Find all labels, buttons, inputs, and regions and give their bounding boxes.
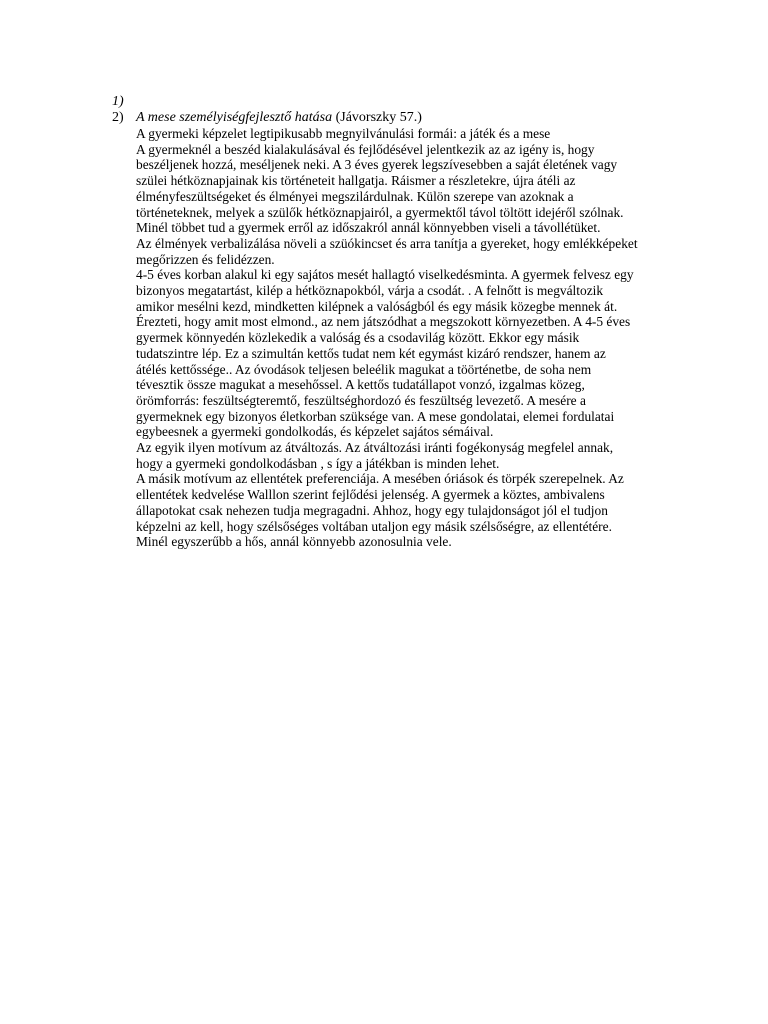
text-line: ellentétek kedvelése Walllon szerint fejlődési jelenség. A gyermek a köztes, ambivalens [136, 487, 605, 503]
list-number-2: 2) [112, 110, 124, 125]
heading-title: A mese személyiségfejlesztő hatása [136, 110, 333, 125]
text-line: Minél egyszerűbb a hős, annál könnyebb azonosulnia vele. [136, 534, 452, 550]
text-line: beszéljenek hozzá, meséljenek neki. A 3 éves gyerek legszívesebben a saját életének vagy [136, 157, 618, 173]
text-line: örömforrás: feszültségteremtő, feszültséghordozó és feszültség levezető. A mesére a [136, 392, 586, 408]
text-line: A gyermeki képzelet legtipikusabb megnyilvánulási formái: a játék és a mese [136, 126, 551, 141]
text-line: gyermek könnyedén közlekedik a valóság és a csodavilág között. Ekkor egy másik [136, 330, 580, 346]
text-line: megőrizzen és felidézzen. [136, 251, 275, 267]
text-line: élményfeszültségeket és élményei megszilárdulnak. Külön szerepe van azoknak a [136, 188, 574, 204]
text-line: hogy a gyermeki gondolkodásban , s így a játékban is minden lehet. [136, 455, 500, 471]
text-line: Érezteti, hogy amit most elmond., az nem játszódhat a megszokott környezetben. A 4-5 éves [136, 314, 631, 330]
text-line: bizonyos megatartást, kilép a hétköznapokból, várja a csodát. . A felnőtt is megváltozik [136, 283, 604, 299]
text-line: gyermeknek egy bizonyos életkorban szüksége van. A mese gondolatai, elemei fordulatai [136, 408, 615, 424]
text-line: A gyermeknél a beszéd kialakulásával és fejlődésével jelentkezik az az igény is, hogy [136, 141, 595, 157]
text-line: Az élmények verbalizálása növeli a szüókincset és arra tanítja a gyereket, hogy emlékképeket [136, 235, 638, 251]
list-number-1: 1) [112, 94, 124, 109]
text-line: szülei hétköznapjainak kis történeteit hallgatja. Ráismer a részletekre, újra átéli az [136, 173, 576, 189]
text-line: képzelni az kell, hogy szélsőséges voltában utaljon egy másik szélsőségre, az ellentétére. [136, 518, 612, 534]
body-text [136, 126, 656, 550]
text-line: tévesztik össze magukat a mesehőssel. A kettős tudatállapot vonzó, izgalmas közeg, [136, 377, 585, 393]
text-line: átélés kettőssége.. Az óvodások teljesen beleélik magukat a töörténetbe, de soha nem [136, 361, 592, 377]
text-line: amikor mesélni kezd, mindketten kilépnek a valóságból és egy másik közegbe mennek át. [136, 298, 618, 314]
heading-source: (Jávorszky 57.) [332, 110, 422, 125]
text-line: állapotokat csak nehezen tudja megragadni. Ahhoz, hogy egy tulajdonságot jól el tudjon [136, 502, 608, 518]
section-heading [136, 110, 422, 125]
text-line: 4-5 éves korban alakul ki egy sajátos mesét hallagtó viselkedésminta. A gyermek felvesz egy [136, 267, 634, 283]
text-line: Minél többet tud a gyermek erről az időszakról annál könnyebben viseli a távollétüket. [136, 220, 601, 236]
text-line: Az egyik ilyen motívum az átváltozás. Az átváltozási iránti fogékonyság megfelel annak, [136, 440, 614, 456]
text-line: egybeesnek a gyermeki gondolkodás, és képzelet sajátos sémáival. [136, 424, 494, 440]
text-line: történeteknek, melyek a szülők hétköznapjairól, a gyermektől távol töltött idejéről szólnak. [136, 204, 624, 220]
text-line: tudatszintre lép. Ez a szimultán kettős tudat nem két egymást kizáró rendszer, hanem az [136, 345, 606, 361]
text-line: A másik motívum az ellentétek preferenciája. A mesében óriások és törpék szerepelnek. Az [136, 471, 624, 487]
